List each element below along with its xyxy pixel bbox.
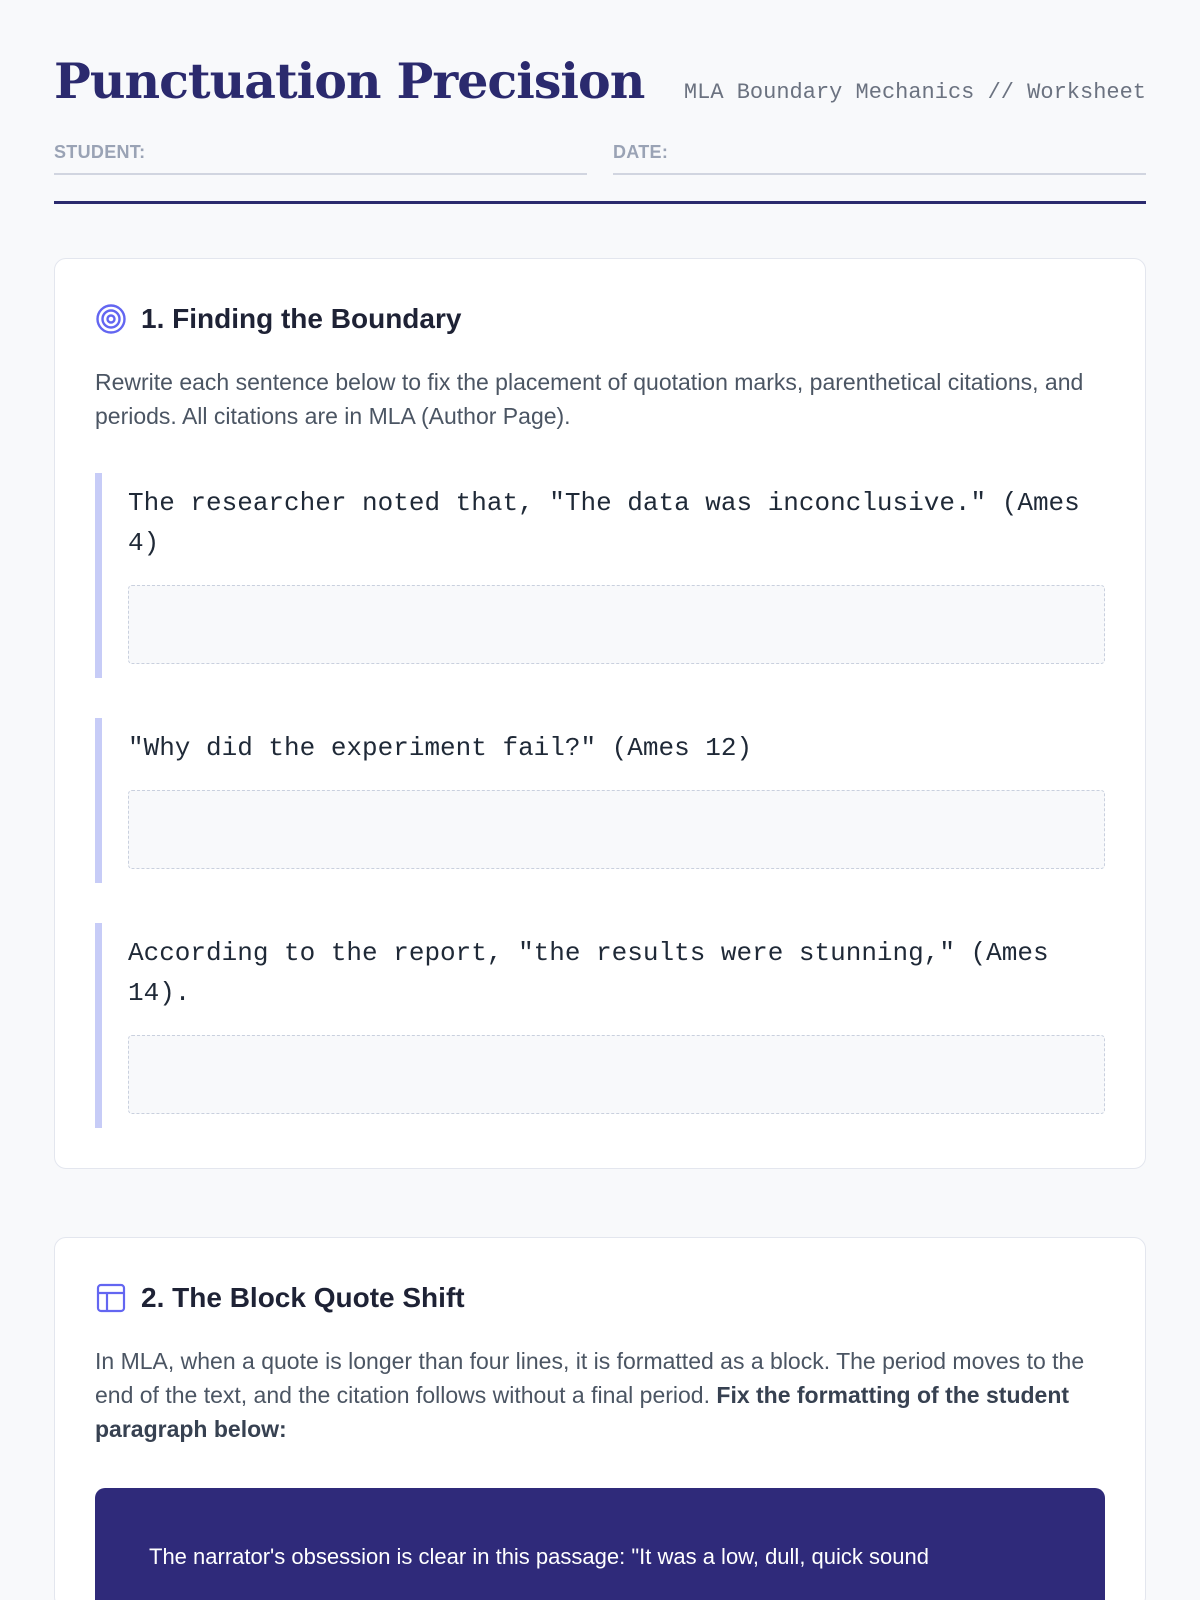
exercise-item <box>95 923 1105 1128</box>
student-info-fields <box>54 142 1146 175</box>
section-2-instructions-text: In MLA, when a quote is longer than four lines, it is formatted as a block. The period moves to the end of the text, and the citation follows without a final period. <box>95 1348 1085 1408</box>
student-label: STUDENT: <box>54 142 146 162</box>
student-paragraph-block <box>95 1488 1105 1600</box>
student-field[interactable] <box>54 142 587 175</box>
exercise-sentence: "Why did the experiment fail?" (Ames 12) <box>128 733 753 763</box>
student-paragraph-text: The narrator's obsession is clear in this passage: "It was a low, dull, quick sound <box>149 1544 929 1569</box>
date-label: DATE: <box>613 142 669 162</box>
layout-icon <box>95 1282 127 1314</box>
exercise-sentence: According to the report, "the results were stunning," (Ames 14). <box>128 938 1049 1008</box>
worksheet-header <box>54 0 1146 110</box>
section-1-header <box>95 303 1105 335</box>
page-title: Punctuation Precision <box>54 52 645 110</box>
section-2-instructions <box>95 1344 1105 1446</box>
section-1-title: 1. Finding the Boundary <box>141 303 462 334</box>
exercise-item <box>95 718 1105 883</box>
section-2-instructions-emphasis: Fix the formatting of the student paragraph below: <box>95 1382 1070 1442</box>
answer-box[interactable] <box>128 1035 1105 1114</box>
header-divider <box>54 201 1146 204</box>
section-2-header <box>95 1282 1105 1314</box>
answer-box[interactable] <box>128 790 1105 869</box>
section-1-instructions: Rewrite each sentence below to fix the placement of quotation marks, parenthetical citations, and periods. All citations are in MLA (Author Page). <box>95 369 1084 429</box>
section-finding-boundary <box>54 258 1146 1169</box>
target-icon <box>95 303 127 335</box>
exercise-item <box>95 473 1105 678</box>
date-field[interactable] <box>613 142 1146 175</box>
exercise-sentence: The researcher noted that, "The data was inconclusive." (Ames 4) <box>128 488 1080 558</box>
section-block-quote-shift <box>54 1237 1146 1600</box>
section-2-title: 2. The Block Quote Shift <box>141 1282 465 1313</box>
answer-box[interactable] <box>128 585 1105 664</box>
page-subtitle: MLA Boundary Mechanics // Worksheet <box>683 80 1146 105</box>
